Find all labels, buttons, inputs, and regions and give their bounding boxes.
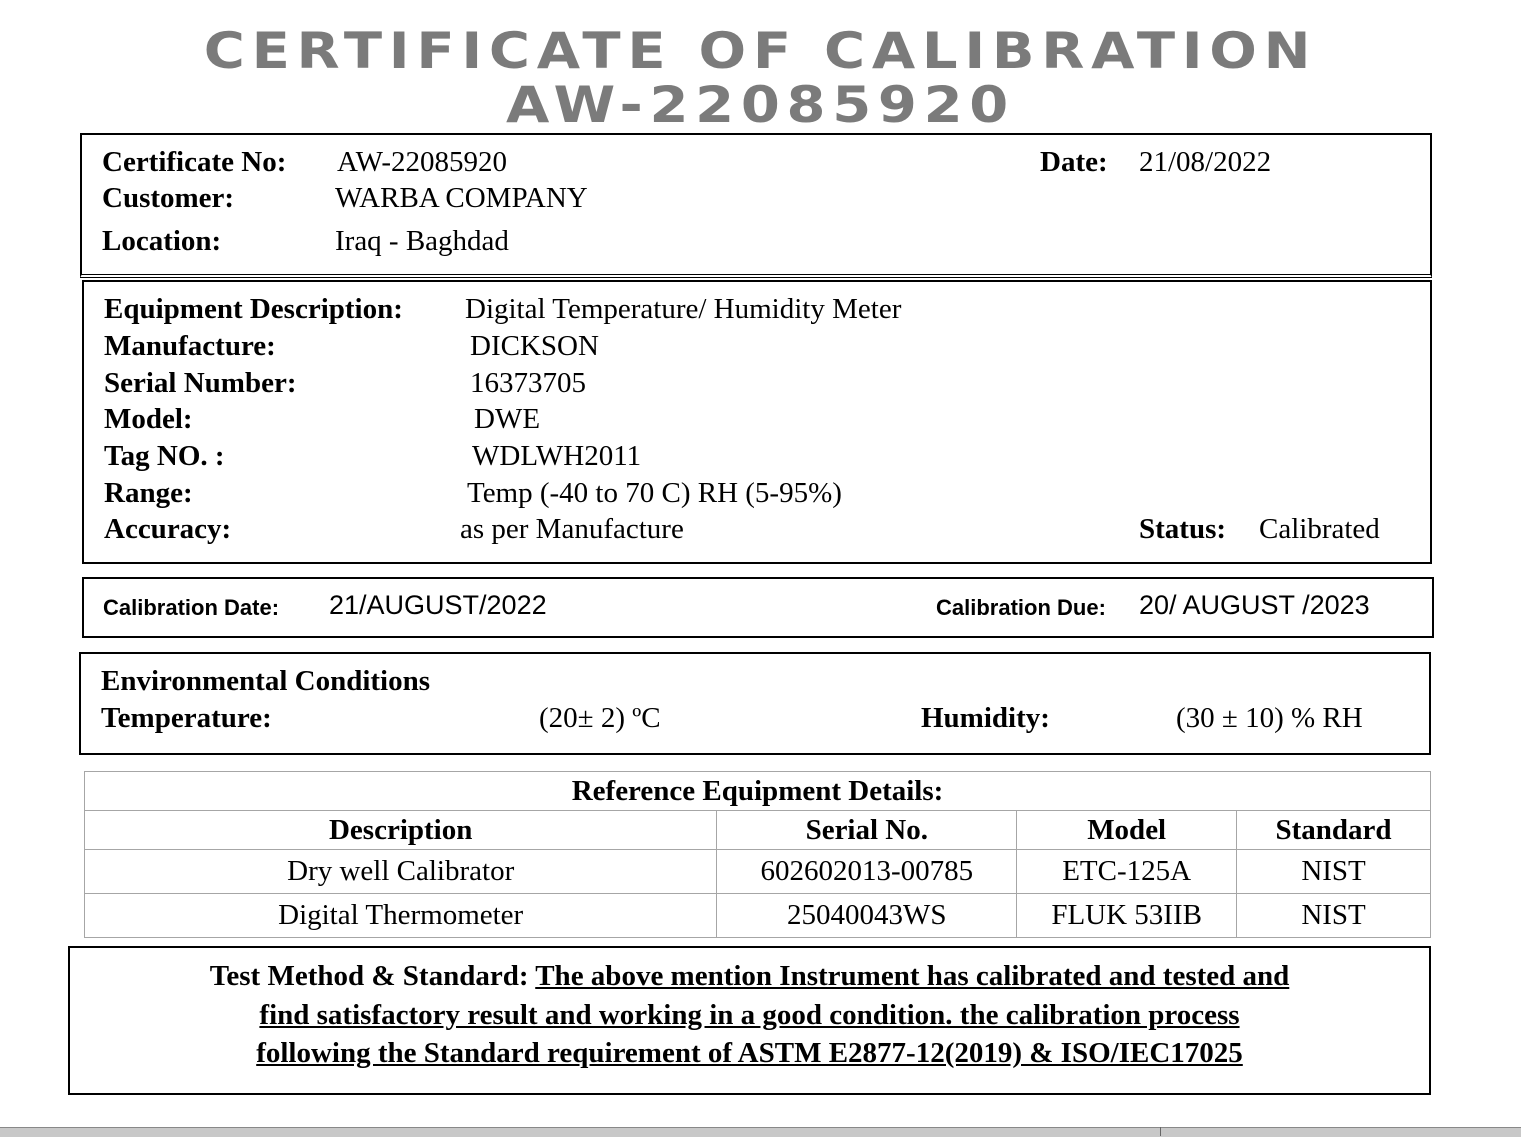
certificate-number-title: AW-22085920 xyxy=(506,76,1015,134)
customer-label: Customer: xyxy=(102,182,235,214)
location-value: Iraq - Baghdad xyxy=(335,225,509,257)
manufacture-label: Manufacture: xyxy=(104,330,276,362)
table-cell: FLUK 53IIB xyxy=(1017,894,1237,938)
column-header-description: Description xyxy=(85,811,717,850)
table-cell: NIST xyxy=(1237,850,1431,894)
table-cell: 25040043WS xyxy=(717,894,1017,938)
test-method-line-2 xyxy=(70,996,1429,1035)
calibration-due-value: 20/ AUGUST /2023 xyxy=(1139,590,1370,620)
date-label: Date: xyxy=(1040,146,1108,178)
equipment-description-value: Digital Temperature/ Humidity Meter xyxy=(465,293,902,325)
calibration-due-label: Calibration Due: xyxy=(936,595,1106,620)
table-cell: Dry well Calibrator xyxy=(85,850,717,894)
environment-heading: Environmental Conditions xyxy=(101,665,431,697)
table-cell: ETC-125A xyxy=(1017,850,1237,894)
accuracy-label: Accuracy: xyxy=(104,513,232,545)
model-value: DWE xyxy=(474,403,541,435)
tag-no-value: WDLWH2011 xyxy=(472,440,642,472)
test-method-box xyxy=(68,946,1431,1095)
table-row xyxy=(85,894,1431,938)
column-header-model: Model xyxy=(1017,811,1237,850)
test-method-text-1: The above mention Instrument has calibrated and tested and xyxy=(535,960,1290,992)
test-method-line-3 xyxy=(70,1034,1429,1073)
cert-no-label: Certificate No: xyxy=(102,146,287,178)
range-value: Temp (-40 to 70 C) RH (5-95%) xyxy=(467,477,842,509)
column-header-standard: Standard xyxy=(1237,811,1431,850)
humidity-value: (30 ± 10) % RH xyxy=(1176,702,1363,734)
test-method-line-1 xyxy=(70,957,1429,996)
accuracy-value: as per Manufacture xyxy=(460,513,684,545)
table-cell: 602602013-00785 xyxy=(717,850,1017,894)
range-label: Range: xyxy=(104,477,193,509)
model-label: Model: xyxy=(104,403,193,435)
humidity-label: Humidity: xyxy=(921,702,1050,734)
certificate-title: CERTIFICATE OF CALIBRATION xyxy=(203,22,1318,80)
serial-number-value: 16373705 xyxy=(470,367,586,399)
customer-value: WARBA COMPANY xyxy=(335,182,588,214)
date-value: 21/08/2022 xyxy=(1139,146,1272,178)
tag-no-label: Tag NO. : xyxy=(104,440,225,472)
test-method-text-3: following the Standard requirement of ASTM E2877-12(2019) & ISO/IEC17025 xyxy=(256,1037,1243,1069)
location-label: Location: xyxy=(102,225,222,257)
calibration-date-label: Calibration Date: xyxy=(103,595,280,620)
manufacture-value: DICKSON xyxy=(470,330,599,362)
cert-no-value: AW-22085920 xyxy=(337,146,508,178)
status-value: Calibrated xyxy=(1259,513,1380,545)
test-method-label: Test Method & Standard: xyxy=(209,960,529,992)
table-header-row xyxy=(85,811,1431,850)
table-cell: NIST xyxy=(1237,894,1431,938)
serial-number-label: Serial Number: xyxy=(104,367,297,399)
equipment-description-label: Equipment Description: xyxy=(104,293,403,325)
status-label: Status: xyxy=(1139,513,1227,545)
bottom-bar-divider xyxy=(1160,1127,1161,1136)
temperature-label: Temperature: xyxy=(101,702,272,734)
column-header-serial: Serial No. xyxy=(717,811,1017,850)
temperature-value: (20± 2) ºC xyxy=(539,702,661,734)
test-method-text-2: find satisfactory result and working in a good condition. the calibration process xyxy=(259,998,1240,1031)
table-row xyxy=(85,850,1431,894)
reference-equipment-table xyxy=(84,771,1431,938)
calibration-date-value: 21/AUGUST/2022 xyxy=(329,590,547,620)
reference-table-title: Reference Equipment Details: xyxy=(85,772,1431,811)
table-cell: Digital Thermometer xyxy=(85,894,717,938)
